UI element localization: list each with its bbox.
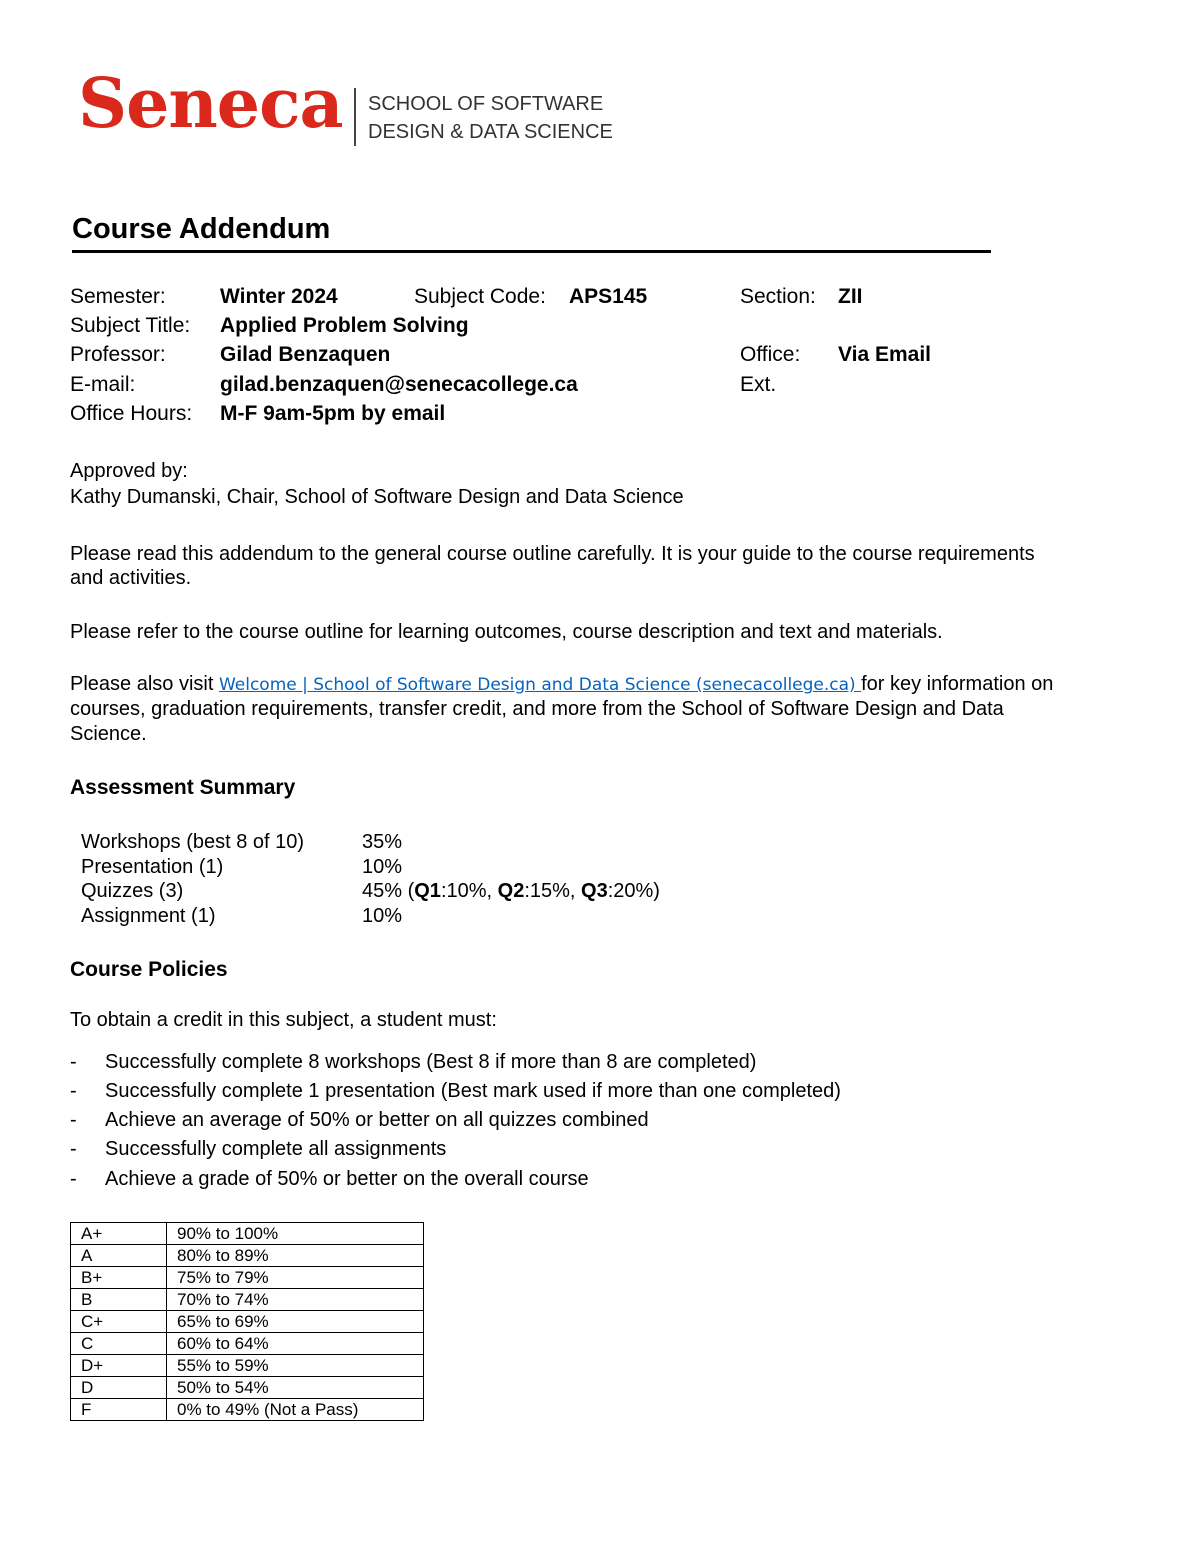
grade-letter: F	[71, 1399, 167, 1421]
grade-range: 70% to 74%	[167, 1289, 424, 1311]
table-row	[71, 1311, 424, 1333]
school-welcome-link[interactable]: Welcome | School of Software Design and Data Science (senecacollege.ca)	[218, 675, 862, 695]
office-value: Via Email	[838, 343, 932, 366]
assessment-item: Presentation (1)	[81, 856, 224, 878]
grading-scale-table	[70, 1222, 424, 1421]
quiz-weight-total: 45% (	[362, 880, 415, 902]
grade-range: 0% to 49% (Not a Pass)	[167, 1399, 424, 1421]
assessment-weight-quizzes	[362, 879, 660, 904]
grade-range: 80% to 89%	[167, 1245, 424, 1267]
bullet-dash: -	[70, 1080, 77, 1102]
section-label: Section:	[740, 285, 816, 308]
assessment-weight: 35%	[362, 831, 403, 853]
subject-code-value: APS145	[569, 285, 648, 308]
intro-paragraph-line1: Please read this addendum to the general course outline carefully. It is your guide to the course requirements	[70, 543, 1035, 565]
assessment-item: Quizzes (3)	[81, 880, 184, 902]
approved-label: Approved by:	[70, 460, 188, 482]
outline-reference-paragraph: Please refer to the course outline for learning outcomes, course description and text and materials.	[70, 621, 943, 643]
subject-title-label: Subject Title:	[70, 314, 191, 337]
table-row	[71, 1377, 424, 1399]
policy-item: Successfully complete all assignments	[105, 1138, 447, 1160]
logo-divider	[354, 88, 356, 146]
course-policies-heading: Course Policies	[70, 958, 228, 981]
title-underline	[72, 250, 991, 253]
professor-label: Professor:	[70, 343, 166, 366]
grade-range: 75% to 79%	[167, 1267, 424, 1289]
email-value: gilad.benzaquen@senecacollege.ca	[220, 373, 578, 396]
policy-item: Successfully complete 8 workshops (Best 8 if more than 8 are completed)	[105, 1051, 757, 1073]
semester-value: Winter 2024	[220, 285, 338, 308]
policy-item: Successfully complete 1 presentation (Best mark used if more than one completed)	[105, 1080, 841, 1102]
grade-letter: D+	[71, 1355, 167, 1377]
quiz-3-weight: :20%)	[607, 880, 660, 902]
visit-paragraph-line2: courses, graduation requirements, transfer credit, and more from the School of Software Design and Data	[70, 698, 1004, 720]
table-row	[71, 1355, 424, 1377]
grade-letter: D	[71, 1377, 167, 1399]
grade-letter: C+	[71, 1311, 167, 1333]
policy-item: Achieve an average of 50% or better on all quizzes combined	[105, 1109, 649, 1131]
assessment-summary-heading: Assessment Summary	[70, 776, 296, 799]
policy-item: Achieve a grade of 50% or better on the overall course	[105, 1168, 589, 1190]
intro-paragraph-line2: and activities.	[70, 567, 192, 589]
table-row	[71, 1289, 424, 1311]
quiz-2-label: Q2	[497, 880, 525, 902]
grade-range: 90% to 100%	[167, 1223, 424, 1245]
office-label: Office:	[740, 343, 801, 366]
seneca-logo-wordmark: Seneca	[78, 64, 343, 144]
table-row	[71, 1245, 424, 1267]
assessment-item: Workshops (best 8 of 10)	[81, 831, 305, 853]
grade-range: 65% to 69%	[167, 1311, 424, 1333]
grade-range: 60% to 64%	[167, 1333, 424, 1355]
school-name-line2: DESIGN & DATA SCIENCE	[368, 121, 613, 143]
visit-text-before: Please also visit	[70, 673, 219, 695]
assessment-weight: 10%	[362, 905, 403, 927]
visit-paragraph-line3: Science.	[70, 723, 147, 745]
assessment-item: Assignment (1)	[81, 905, 216, 927]
semester-label: Semester:	[70, 285, 166, 308]
quiz-1-label: Q1	[414, 880, 441, 902]
office-hours-label: Office Hours:	[70, 402, 193, 425]
section-value: ZII	[838, 285, 863, 308]
visit-paragraph-line1	[70, 672, 1053, 697]
bullet-dash: -	[70, 1051, 77, 1073]
office-hours-value: M-F 9am-5pm by email	[220, 402, 446, 425]
grade-range: 50% to 54%	[167, 1377, 424, 1399]
bullet-dash: -	[70, 1138, 77, 1160]
grade-letter: C	[71, 1333, 167, 1355]
grade-range: 55% to 59%	[167, 1355, 424, 1377]
school-name-line1: SCHOOL OF SOFTWARE	[368, 93, 604, 115]
page-title: Course Addendum	[72, 213, 331, 245]
table-row	[71, 1333, 424, 1355]
table-row	[71, 1223, 424, 1245]
ext-label: Ext.	[740, 373, 777, 396]
table-row	[71, 1399, 424, 1421]
quiz-3-label: Q3	[581, 880, 608, 902]
policies-intro: To obtain a credit in this subject, a student must:	[70, 1009, 497, 1031]
grade-letter: A+	[71, 1223, 167, 1245]
subject-title-value: Applied Problem Solving	[220, 314, 469, 337]
grade-letter: B	[71, 1289, 167, 1311]
email-label: E-mail:	[70, 373, 136, 396]
bullet-dash: -	[70, 1168, 77, 1190]
subject-code-label: Subject Code:	[414, 285, 546, 308]
visit-text-after: for key information on	[861, 673, 1054, 695]
quiz-2-weight: :15%,	[524, 880, 582, 902]
quiz-1-weight: :10%,	[440, 880, 498, 902]
approved-name: Kathy Dumanski, Chair, School of Software Design and Data Science	[70, 486, 684, 508]
grade-letter: A	[71, 1245, 167, 1267]
professor-value: Gilad Benzaquen	[220, 343, 391, 366]
bullet-dash: -	[70, 1109, 77, 1131]
grade-letter: B+	[71, 1267, 167, 1289]
assessment-weight: 10%	[362, 856, 403, 878]
table-row	[71, 1267, 424, 1289]
